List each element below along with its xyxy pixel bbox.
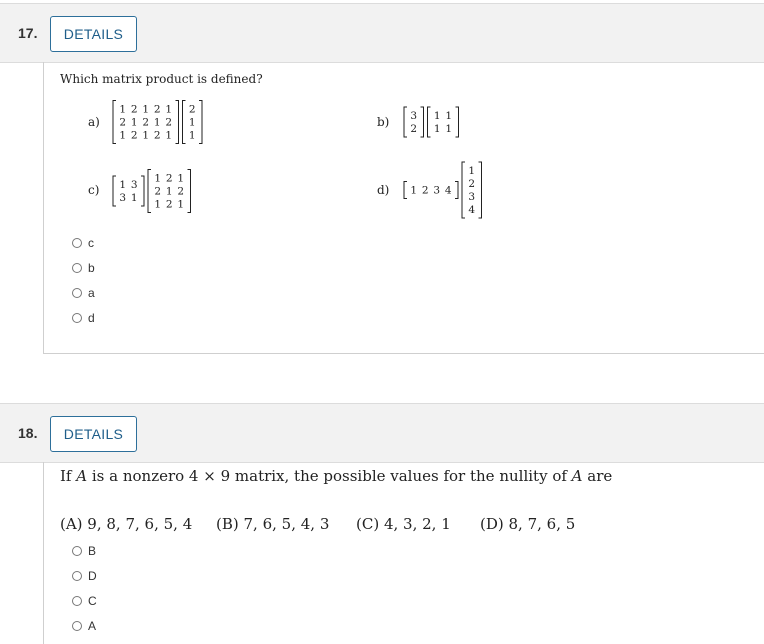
radio-button[interactable] bbox=[72, 263, 82, 273]
matrix-entry: 1 bbox=[188, 129, 196, 142]
answer-option[interactable] bbox=[72, 236, 94, 250]
right-bracket bbox=[141, 176, 144, 206]
answer-option[interactable] bbox=[72, 261, 95, 275]
details-button[interactable]: DETAILS bbox=[50, 16, 137, 52]
matrix-entry: 4 bbox=[468, 204, 476, 216]
choice-a: (A) 9, 8, 7, 6, 5, 4 bbox=[60, 515, 193, 533]
matrix-entry: 2 bbox=[119, 116, 127, 129]
option-c-label: c) bbox=[88, 183, 100, 197]
answer-label: C bbox=[88, 594, 97, 608]
right-bracket bbox=[421, 107, 424, 137]
radio-button[interactable] bbox=[72, 571, 82, 581]
matrix-entry: 1 bbox=[142, 103, 150, 116]
answer-label: d bbox=[88, 311, 95, 325]
matrix-entry: 3 bbox=[130, 179, 138, 191]
matrix-right bbox=[148, 170, 191, 213]
matrix-entry: 2 bbox=[130, 103, 138, 116]
question-prompt: Which matrix product is defined? bbox=[60, 72, 263, 86]
matrix-entry: 3 bbox=[468, 191, 476, 203]
left-bracket bbox=[113, 101, 116, 144]
matrix-left bbox=[113, 101, 179, 144]
matrix-left bbox=[113, 176, 144, 206]
answer-label: D bbox=[88, 569, 97, 583]
option-b-matrix-product bbox=[403, 104, 473, 140]
left-bracket bbox=[183, 101, 186, 144]
matrix-entry: 1 bbox=[445, 110, 453, 122]
matrix-entry: 2 bbox=[410, 123, 418, 135]
matrix-entry: 1 bbox=[153, 116, 161, 129]
answer-option[interactable] bbox=[72, 569, 97, 583]
radio-button[interactable] bbox=[72, 546, 82, 556]
option-d-matrix-product bbox=[403, 158, 503, 222]
matrix-entry: 1 bbox=[119, 129, 127, 142]
right-bracket bbox=[176, 101, 179, 144]
matrix-entry: 1 bbox=[119, 179, 127, 191]
matrix-entry: 1 bbox=[154, 198, 162, 211]
matrix-left bbox=[404, 107, 424, 137]
left-bracket bbox=[462, 162, 465, 218]
answer-label: b bbox=[88, 261, 95, 275]
answer-option[interactable] bbox=[72, 544, 96, 558]
matrix-entry: 2 bbox=[165, 198, 173, 211]
left-bracket bbox=[148, 170, 151, 213]
answer-label: c bbox=[88, 236, 94, 250]
matrix-right bbox=[428, 107, 459, 137]
matrix-entry: 2 bbox=[142, 116, 150, 129]
radio-button[interactable] bbox=[72, 621, 82, 631]
question-17-body bbox=[43, 62, 764, 354]
choice-b: (B) 7, 6, 5, 4, 3 bbox=[216, 515, 330, 533]
option-b-label: b) bbox=[377, 115, 390, 129]
left-bracket bbox=[404, 107, 407, 137]
matrix-entry: 2 bbox=[421, 184, 429, 197]
radio-button[interactable] bbox=[72, 238, 82, 248]
matrix-entry: 1 bbox=[130, 192, 138, 204]
radio-button[interactable] bbox=[72, 313, 82, 323]
question-18-body bbox=[43, 462, 764, 644]
right-bracket bbox=[199, 101, 202, 144]
question-17-header bbox=[0, 3, 764, 63]
answer-option[interactable] bbox=[72, 594, 97, 608]
question-number: 17. bbox=[18, 25, 38, 41]
answer-option[interactable] bbox=[72, 286, 95, 300]
matrix-entry: 4 bbox=[444, 184, 452, 197]
left-bracket bbox=[113, 176, 116, 206]
left-bracket bbox=[428, 107, 431, 137]
matrix-left bbox=[404, 182, 458, 199]
matrix-entry: 2 bbox=[165, 172, 173, 185]
matrix-entry: 1 bbox=[119, 103, 127, 116]
matrix-entry: 1 bbox=[154, 172, 162, 185]
choice-c: (C) 4, 3, 2, 1 bbox=[356, 515, 451, 533]
radio-button[interactable] bbox=[72, 596, 82, 606]
matrix-entry: 1 bbox=[433, 110, 441, 122]
option-d-label: d) bbox=[377, 183, 390, 197]
radio-button[interactable] bbox=[72, 288, 82, 298]
matrix-entry: 1 bbox=[165, 103, 173, 116]
option-c-matrix-product bbox=[112, 165, 222, 217]
matrix-entry: 1 bbox=[468, 165, 476, 177]
matrix-entry: 2 bbox=[165, 116, 173, 129]
right-bracket bbox=[455, 182, 458, 199]
left-bracket bbox=[404, 182, 407, 199]
answer-label: A bbox=[88, 619, 97, 633]
matrix-entry: 1 bbox=[165, 185, 173, 198]
matrix-entry: 1 bbox=[130, 116, 138, 129]
matrix-entry: 1 bbox=[410, 184, 418, 197]
right-bracket bbox=[479, 162, 482, 218]
matrix-right bbox=[462, 162, 482, 218]
matrix-entry: 2 bbox=[153, 103, 161, 116]
matrix-entry: 1 bbox=[188, 116, 196, 129]
matrix-entry: 2 bbox=[153, 129, 161, 142]
matrix-entry: 1 bbox=[142, 129, 150, 142]
matrix-entry: 2 bbox=[154, 185, 162, 198]
option-a-label: a) bbox=[88, 115, 100, 129]
matrix-entry: 3 bbox=[433, 184, 441, 197]
matrix-entry: 1 bbox=[445, 123, 453, 135]
matrix-entry: 2 bbox=[130, 129, 138, 142]
matrix-entry: 1 bbox=[165, 129, 173, 142]
matrix-entry: 2 bbox=[188, 103, 196, 116]
matrix-entry: 2 bbox=[177, 185, 185, 198]
answer-label: a bbox=[88, 286, 95, 300]
matrix-entry: 1 bbox=[177, 172, 185, 185]
question-number: 18. bbox=[18, 425, 38, 441]
details-button[interactable]: DETAILS bbox=[50, 416, 137, 452]
matrix-entry: 1 bbox=[433, 123, 441, 135]
matrix-entry: 2 bbox=[468, 178, 476, 190]
answer-option[interactable] bbox=[72, 619, 96, 633]
question-prompt: If A is a nonzero 4 × 9 matrix, the possible values for the nullity of A are bbox=[60, 467, 613, 485]
matrix-entry: 3 bbox=[119, 192, 127, 204]
answer-label: B bbox=[88, 544, 97, 558]
matrix-entry: 3 bbox=[410, 110, 418, 122]
choice-d: (D) 8, 7, 6, 5 bbox=[480, 515, 576, 533]
matrix-right bbox=[183, 101, 203, 144]
matrix-entry: 1 bbox=[177, 198, 185, 211]
question-18-header bbox=[0, 403, 764, 463]
right-bracket bbox=[456, 107, 459, 137]
right-bracket bbox=[188, 170, 191, 213]
answer-option[interactable] bbox=[72, 311, 95, 325]
option-a-matrix-product bbox=[112, 96, 242, 148]
